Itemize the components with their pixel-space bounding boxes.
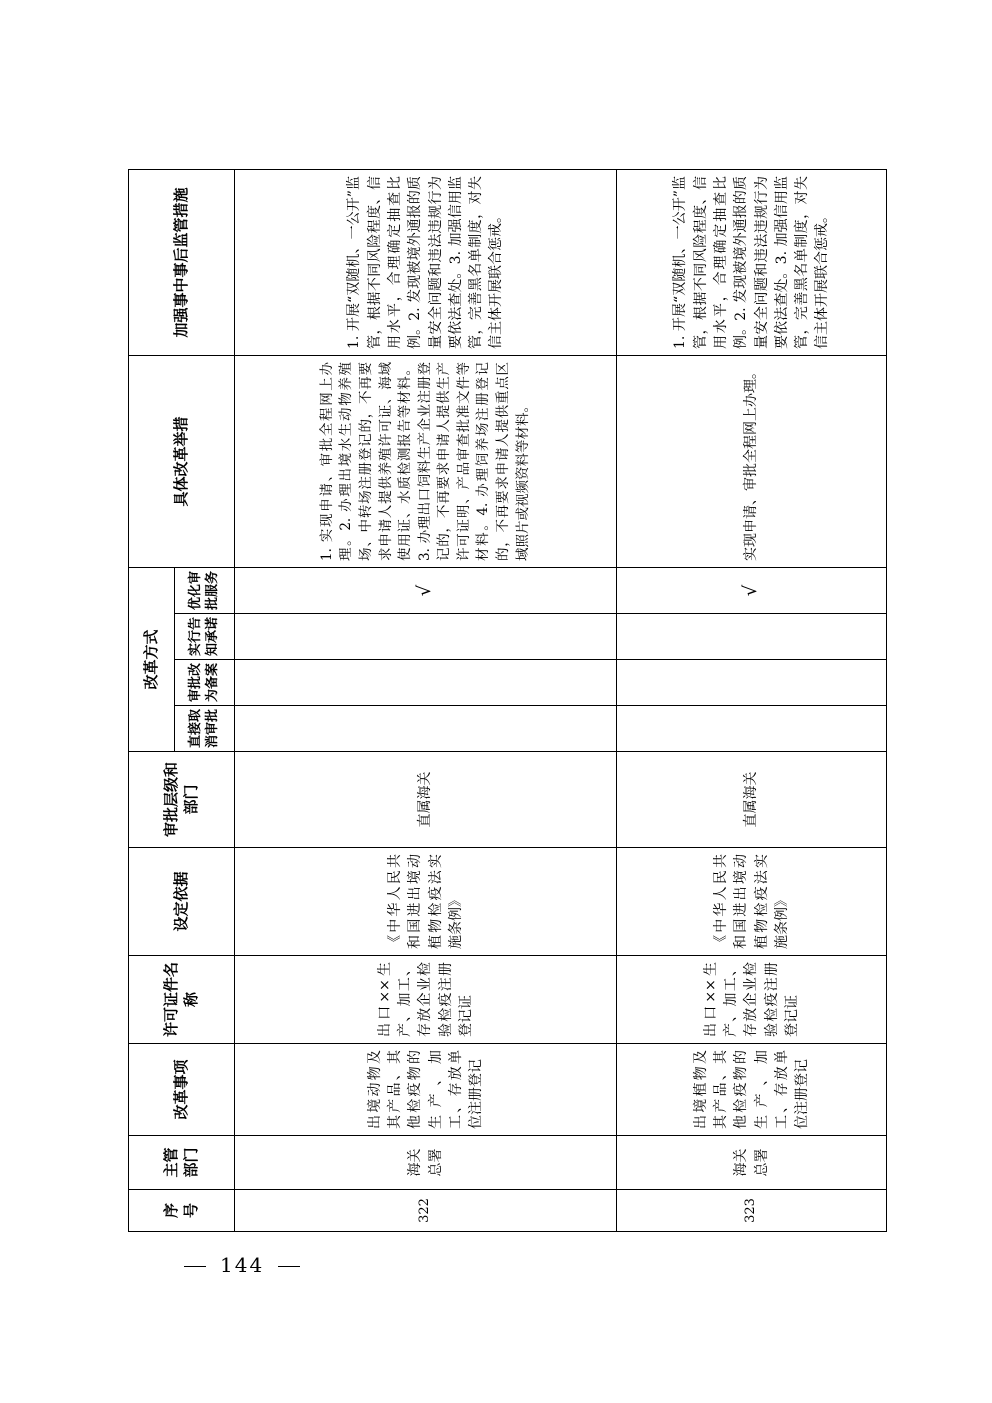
row-supervision: 1. 开展“双随机、一公开”监管，根据不同风险程度、信用水平，合理确定抽查比例。2. 发现被境外通报的质量安全问题和违法违规行为要依法查处。3. 加强信用监管，完善黑名单制度，对失信主体开展联合惩戒。 — [235, 169, 617, 355]
row-mode-filing — [617, 660, 887, 706]
row-measures: 实现申请、审批全程网上办理。 — [617, 355, 887, 567]
header-mode-filing: 审批改为备案 — [175, 660, 235, 706]
header-mode-notify: 实行告知承诺 — [175, 614, 235, 660]
table-row — [617, 169, 887, 1231]
row-supervision: 1. 开展“双随机、一公开”监管，根据不同风险程度、信用水平，合理确定抽查比例。2. 发现被境外通报的质量安全问题和违法违规行为要依法查处。3. 加强信用监管，完善黑名单制度，对失信主体开展联合惩戒。 — [617, 169, 887, 355]
row-level: 直属海关 — [617, 752, 887, 848]
page-number: 144 — [220, 1253, 265, 1277]
header-measures: 具体改革举措 — [129, 355, 235, 567]
row-mode-cancel — [235, 706, 617, 752]
row-mode-notify — [235, 614, 617, 660]
page-footer — [170, 1253, 314, 1277]
table-row — [235, 169, 617, 1231]
header-license: 许可证件名称 — [129, 956, 235, 1044]
header-supervision: 加强事中事后监管措施 — [129, 169, 235, 355]
row-item: 出境植物及其产品、其他检疫物的生产、加工、存放单位注册登记 — [617, 1044, 887, 1136]
row-seq: 323 — [617, 1190, 887, 1232]
footer-dash-right — [278, 1266, 300, 1267]
row-mode-notify — [617, 614, 887, 660]
header-item: 改革事项 — [129, 1044, 235, 1136]
row-mode-optimize: √ — [617, 567, 887, 613]
header-dept: 主管部门 — [129, 1136, 235, 1190]
row-item: 出境动物及其产品、其他检疫物的生产、加工、存放单位注册登记 — [235, 1044, 617, 1136]
row-license: 出口××生产、加工、存放企业检验检疫注册登记证 — [617, 956, 887, 1044]
header-seq: 序号 — [129, 1190, 235, 1232]
row-license: 出口××生产、加工、存放企业检验检疫注册登记证 — [235, 956, 617, 1044]
reform-table — [128, 169, 887, 1232]
row-measures: 1. 实现申请、审批全程网上办理。2. 办理出境水生动物养殖场、中转场注册登记的，不再要求申请人提供养殖许可证、海域使用证、水质检测报告等材料。3. 办理出口饲料生产企业注册登记的，不再要求申请人提供生产许可证明、产品审查批准文件等材料。4. 办理饲养场注册登记的，不再要求申请人提供重点区域照片或视频资料等材料。 — [235, 355, 617, 567]
row-mode-filing — [235, 660, 617, 706]
row-dept: 海关总署 — [235, 1136, 617, 1190]
row-mode-cancel — [617, 706, 887, 752]
rotated-table-container — [128, 170, 864, 1232]
row-basis: 《中华人民共和国进出境动植物检疫法实施条例》 — [617, 848, 887, 956]
row-mode-optimize: √ — [235, 567, 617, 613]
header-basis: 设定依据 — [129, 848, 235, 956]
header-level: 审批层级和部门 — [129, 752, 235, 848]
row-dept: 海关总署 — [617, 1136, 887, 1190]
footer-dash-left — [184, 1266, 206, 1267]
header-reform-mode: 改革方式 — [129, 567, 175, 751]
header-mode-optimize: 优化审批服务 — [175, 567, 235, 613]
row-basis: 《中华人民共和国进出境动植物检疫法实施条例》 — [235, 848, 617, 956]
row-level: 直属海关 — [235, 752, 617, 848]
header-mode-cancel: 直接取消审批 — [175, 706, 235, 752]
row-seq: 322 — [235, 1190, 617, 1232]
